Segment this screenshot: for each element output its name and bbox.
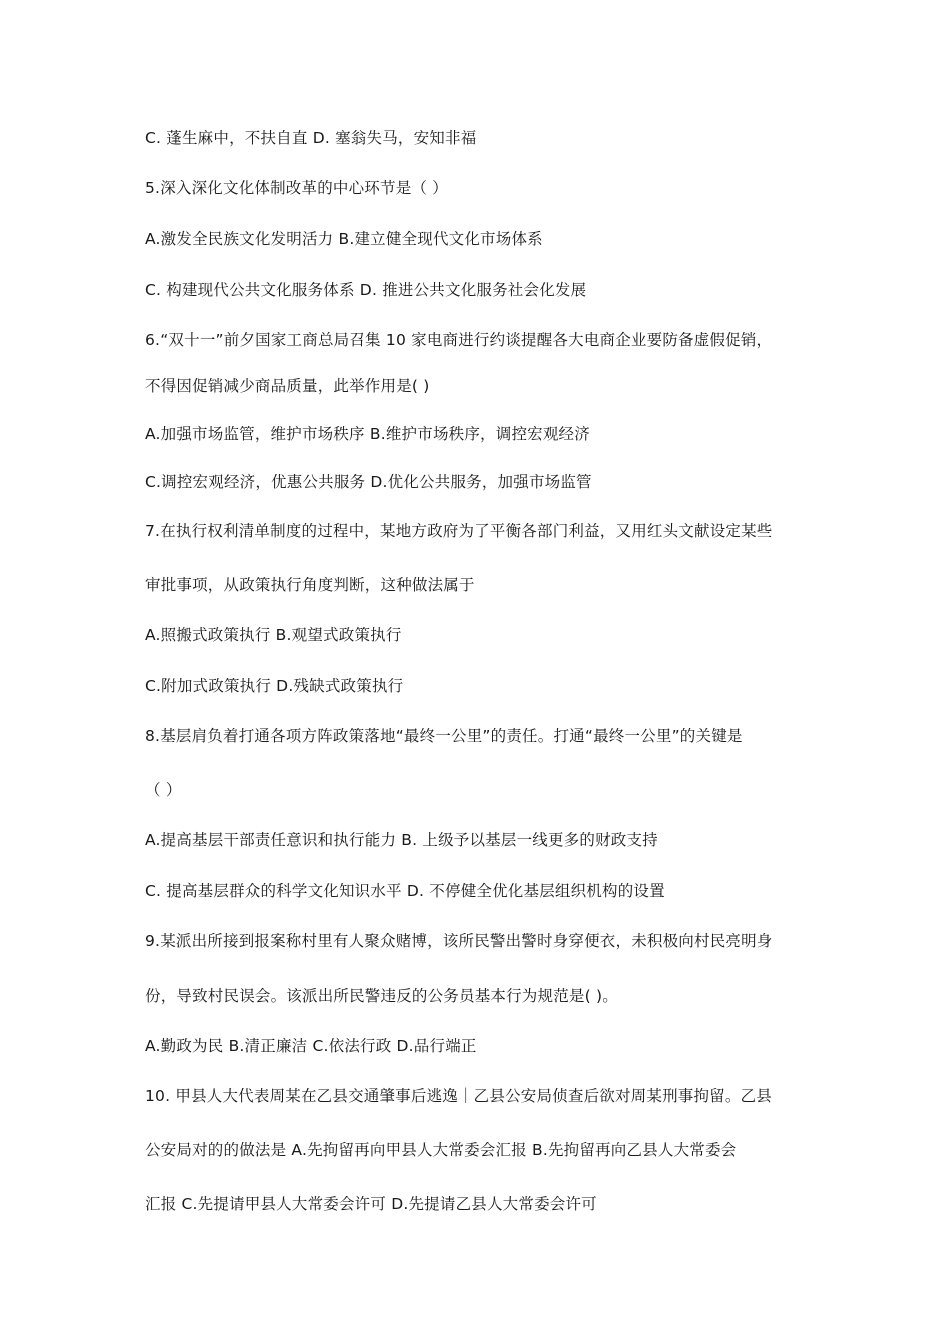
question-7-line-1: 7.在执行权利清单制度的过程中，某地方政府为了平衡各部门利益，又用红头文献设定某些 <box>145 522 773 540</box>
option-line-4cd: C. 蓬生麻中，不扶自直 D. 塞翁失马，安知非福 <box>145 129 477 147</box>
option-line-7ab: A.照搬式政策执行 B.观望式政策执行 <box>145 626 402 644</box>
option-line-7cd: C.附加式政策执行 D.残缺式政策执行 <box>145 677 404 695</box>
question-6-line-1: 6.“双十一”前夕国家工商总局召集 10 家电商进行约谈提醒各大电商企业要防备虚假促销， <box>145 331 773 349</box>
option-line-5ab: A.激发全民族文化发明活力 B.建立健全现代文化市场体系 <box>145 230 543 248</box>
question-8-line-1: 8.基层肩负着打通各项方阵政策落地“最终一公里”的责任。打通“最终一公里”的关键是 <box>145 727 743 745</box>
question-6-line-2: 不得因促销减少商品质量，此举作用是( ) <box>145 377 430 395</box>
question-9-line-1: 9.某派出所接到报案称村里有人聚众赌博，该所民警出警时身穿便衣，未积极向村民亮明身 <box>145 932 773 950</box>
option-line-6ab: A.加强市场监管，维护市场秩序 B.维护市场秩序，调控宏观经济 <box>145 425 590 443</box>
option-line-9: A.勤政为民 B.清正廉洁 C.依法行政 D.品行端正 <box>145 1037 477 1055</box>
option-line-8ab: A.提高基层干部责任意识和执行能力 B. 上级予以基层一线更多的财政支持 <box>145 831 658 849</box>
question-10-line-1: 10. 甲县人大代表周某在乙县交通肇事后逃逸｜乙县公安局侦查后欲对周某刑事拘留。乙县 <box>145 1087 772 1105</box>
question-8-line-2: （ ） <box>145 781 182 799</box>
question-5: 5.深入深化文化体制改革的中心环节是（ ） <box>145 179 448 197</box>
question-10-line-3: 汇报 C.先提请甲县人大常委会许可 D.先提请乙县人大常委会许可 <box>145 1195 597 1213</box>
question-9-line-2: 份，导致村民误会。该派出所民警违反的公务员基本行为规范是( )。 <box>145 987 618 1005</box>
option-line-8cd: C. 提高基层群众的科学文化知识水平 D. 不停健全优化基层组织机构的设置 <box>145 882 665 900</box>
option-line-5cd: C. 构建现代公共文化服务体系 D. 推进公共文化服务社会化发展 <box>145 281 587 299</box>
question-7-line-2: 审批事项，从政策执行角度判断，这种做法属于 <box>145 576 475 594</box>
question-10-line-2: 公安局对的的做法是 A.先拘留再向甲县人大常委会汇报 B.先拘留再向乙县人大常委会 <box>145 1141 737 1159</box>
option-line-6cd: C.调控宏观经济，优惠公共服务 D.优化公共服务，加强市场监管 <box>145 473 592 491</box>
